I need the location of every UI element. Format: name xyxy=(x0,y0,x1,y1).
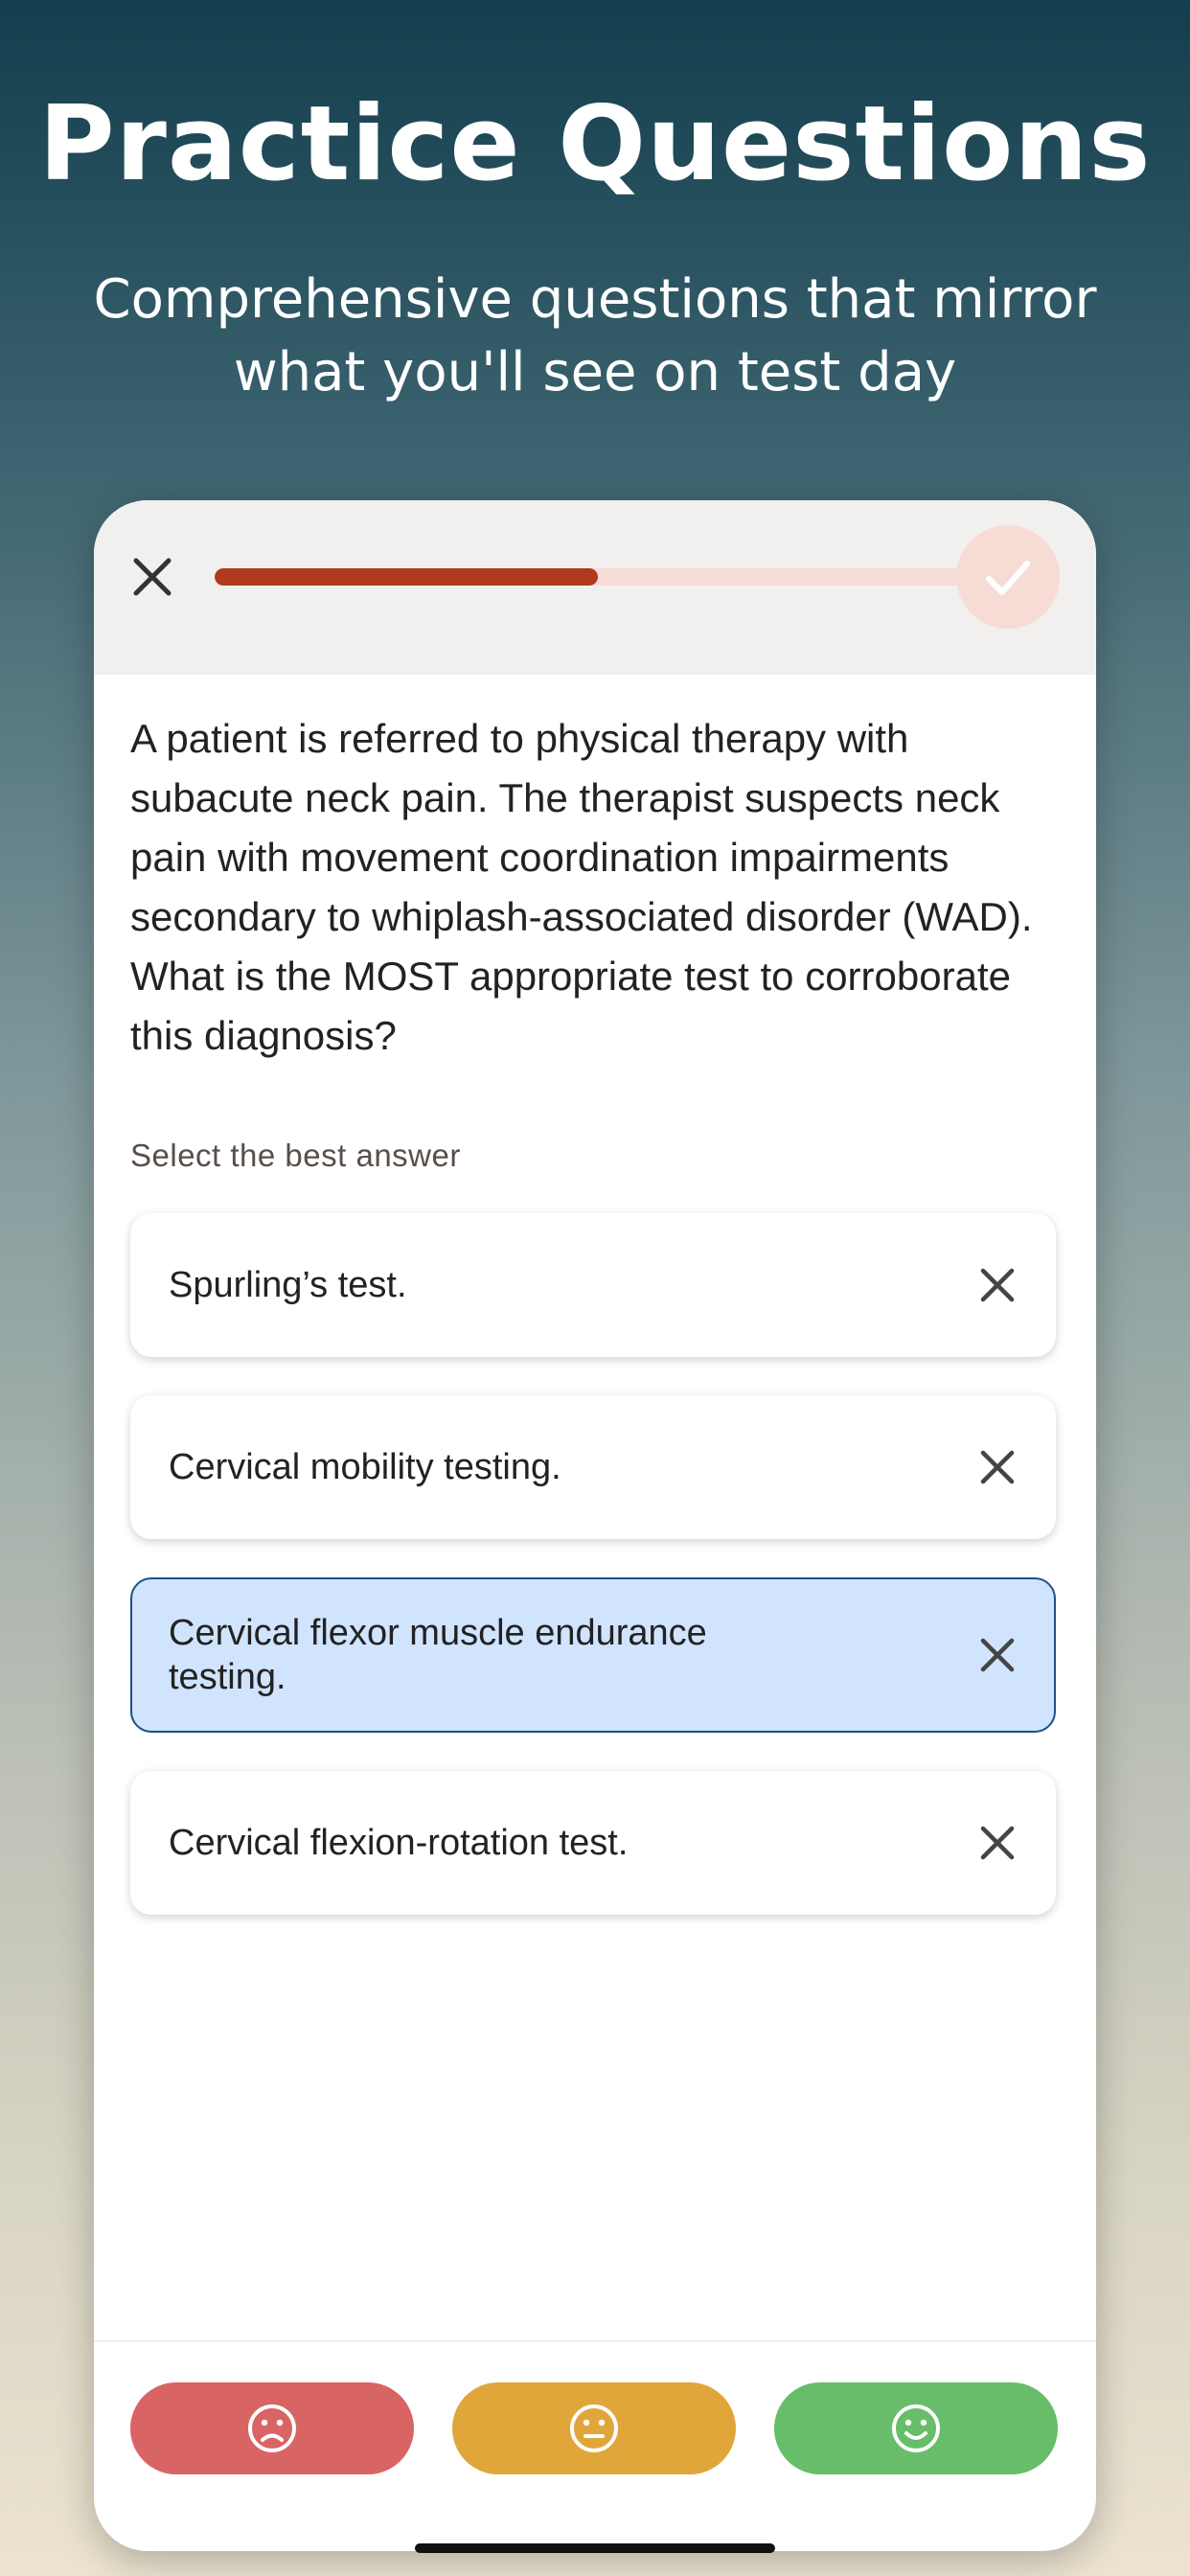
answer-option-label: Cervical flexor muscle endurance testing. xyxy=(169,1613,707,1697)
answer-option[interactable] xyxy=(130,1577,1056,1733)
answer-option[interactable] xyxy=(130,1771,1056,1915)
close-icon xyxy=(979,1637,1016,1673)
rate-easy-button[interactable] xyxy=(774,2382,1058,2474)
answer-option[interactable] xyxy=(130,1395,1056,1539)
close-icon xyxy=(979,1449,1016,1485)
eliminate-option-button[interactable] xyxy=(979,1637,1016,1673)
eliminate-option-button[interactable] xyxy=(979,1449,1016,1485)
close-icon xyxy=(979,1267,1016,1303)
question-text: A patient is referred to physical therapy with subacute neck pain. The therapist suspects neck pain with movement coordination impairments secondary to whiplash-associated disorder (WAD). What is the MOST appropriate test to corroborate this diagnosis? xyxy=(130,716,1033,1058)
neutral-face-icon xyxy=(567,2402,621,2455)
checkmark-icon xyxy=(956,525,1060,629)
answer-hint: Select the best answer xyxy=(130,1138,461,1173)
close-icon xyxy=(979,1825,1016,1861)
progress-bar xyxy=(215,568,981,586)
answer-option-label: Spurling’s test. xyxy=(169,1265,407,1305)
close-icon xyxy=(130,555,174,599)
quiz-header xyxy=(94,500,1096,675)
submit-button[interactable] xyxy=(956,525,1060,629)
happy-face-icon xyxy=(889,2402,943,2455)
answer-option-label: Cervical mobility testing. xyxy=(169,1447,561,1487)
page-title: Practice Questions xyxy=(38,84,1152,204)
progress-fill xyxy=(215,568,598,586)
close-button[interactable] xyxy=(130,555,174,599)
quiz-card xyxy=(94,500,1096,2551)
home-indicator xyxy=(415,2543,775,2553)
rate-hard-button[interactable] xyxy=(130,2382,414,2474)
answer-option-label: Cervical flexion-rotation test. xyxy=(169,1823,629,1863)
page-subtitle: Comprehensive questions that mirror what you'll see on test day xyxy=(93,268,1097,403)
answer-option[interactable] xyxy=(130,1213,1056,1357)
rate-medium-button[interactable] xyxy=(452,2382,736,2474)
footer-divider xyxy=(94,2340,1096,2342)
eliminate-option-button[interactable] xyxy=(979,1267,1016,1303)
eliminate-option-button[interactable] xyxy=(979,1825,1016,1861)
sad-face-icon xyxy=(245,2402,299,2455)
